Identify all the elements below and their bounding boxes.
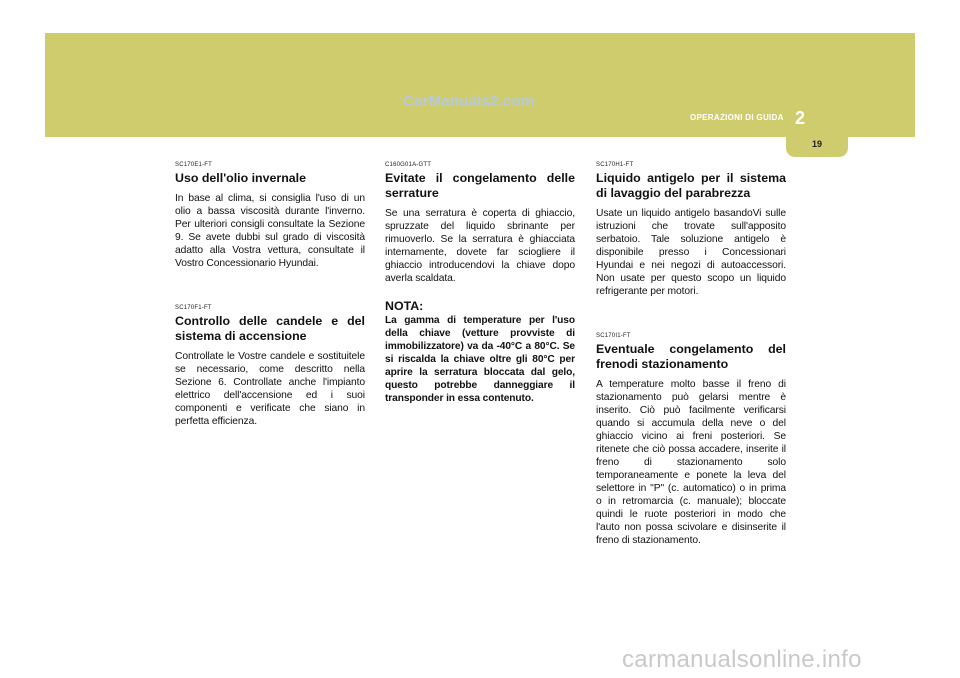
note-body: La gamma di temperature per l'uso della chiave (vetture provviste di immobilizzatore) va da -40°C a 80°C. Se si riscalda la chiave oltre gli 80°C per aprire la serratura bloccata dal gelo, questo potrebbe danneggiare il transponder in essa contenuto.: [385, 315, 575, 404]
site-watermark[interactable]: CarManuals2.com: [403, 93, 535, 110]
section-body: Usate un liquido antigelo basandoVi sulle istruzioni che trovate sull'apposito serbatoio. Tale soluzione antigelo è disponibile presso i Concessionari Hyundai e nei negozi di autoaccessori. Non usate per questo scopo un liquido refrigerante per motori.: [596, 208, 786, 297]
chapter-number: 2: [795, 108, 806, 128]
section-code: C160G01A-GTT: [385, 162, 432, 168]
section-body: A temperature molto basse il freno di stazionamento può gelarsi mentre è inserito. Ciò può facilmente verificarsi quando si accumula della neve o del ghiaccio vicino ai freni posteriori. Se ritenete che ciò possa accadere, inserite il freno di stazionamento solo temporaneamente e ponete la leva del selettore in "P" (c. automatico) o in prima o in retromarcia (c. manuale); bloccate quindi le ruote posteriori in modo che l'auto non possa scivolare e disinserite il freno di stazionamento.: [596, 379, 786, 546]
column-2: [385, 162, 575, 440]
section-code: SC170I1-FT: [596, 333, 631, 339]
section-heading: Controllo delle candele e del sistema di accensione: [175, 314, 365, 343]
footer-watermark[interactable]: carmanualsonline.info: [622, 646, 862, 673]
page-tab: [786, 135, 848, 157]
note-box: [385, 299, 575, 405]
chapter-title: OPERAZIONI DI GUIDA: [690, 113, 784, 122]
section-heading: Uso dell'olio invernale: [175, 171, 307, 185]
section-body: In base al clima, si consiglia l'uso di un olio a bassa viscosità durante l'inverno. Per ulteriori consigli consultate la Sezione 9. Se avete dubbi sul grado di viscosità adatto alla Vostra vettura, consultate il Vostro Concessionario Hyundai.: [175, 193, 365, 269]
section-winter-oil: [175, 162, 365, 270]
section-heading: Eventuale congelamento del frenodi stazionamento: [596, 342, 786, 371]
section-parking-brake: [596, 333, 786, 547]
section-spark-plugs: [175, 305, 365, 428]
page-number: 19: [811, 139, 822, 149]
section-body: Se una serratura è coperta di ghiaccio, spruzzate del liquido sbrinante per rimuoverlo. Se la serratura è ghiacciata internamente, dovete far sciogliere il ghiaccio introducendovi la chiave dopo averla scaldata.: [385, 208, 575, 284]
section-washer-antifreeze: [596, 162, 786, 298]
section-heading: Evitate il congelamento delle serrature: [385, 171, 575, 200]
section-frozen-locks: [385, 162, 575, 405]
section-body: Controllate le Vostre candele e sostituitele se necessario, come descritto nella Sezione 6. Controllate anche l'impianto elettrico dell'accensione ed i suoi componenti e verificate che siano in perfetta efficienza.: [175, 351, 365, 427]
section-code: SC170E1-FT: [175, 162, 213, 168]
section-code: SC170H1-FT: [596, 162, 634, 168]
section-code: SC170F1-FT: [175, 305, 212, 311]
header-band: [45, 33, 915, 137]
note-title: NOTA:: [385, 299, 424, 313]
column-3: [596, 162, 786, 582]
section-heading: Liquido antigelo per il sistema di lavaggio del parabrezza: [596, 171, 786, 200]
column-1: [175, 162, 365, 463]
